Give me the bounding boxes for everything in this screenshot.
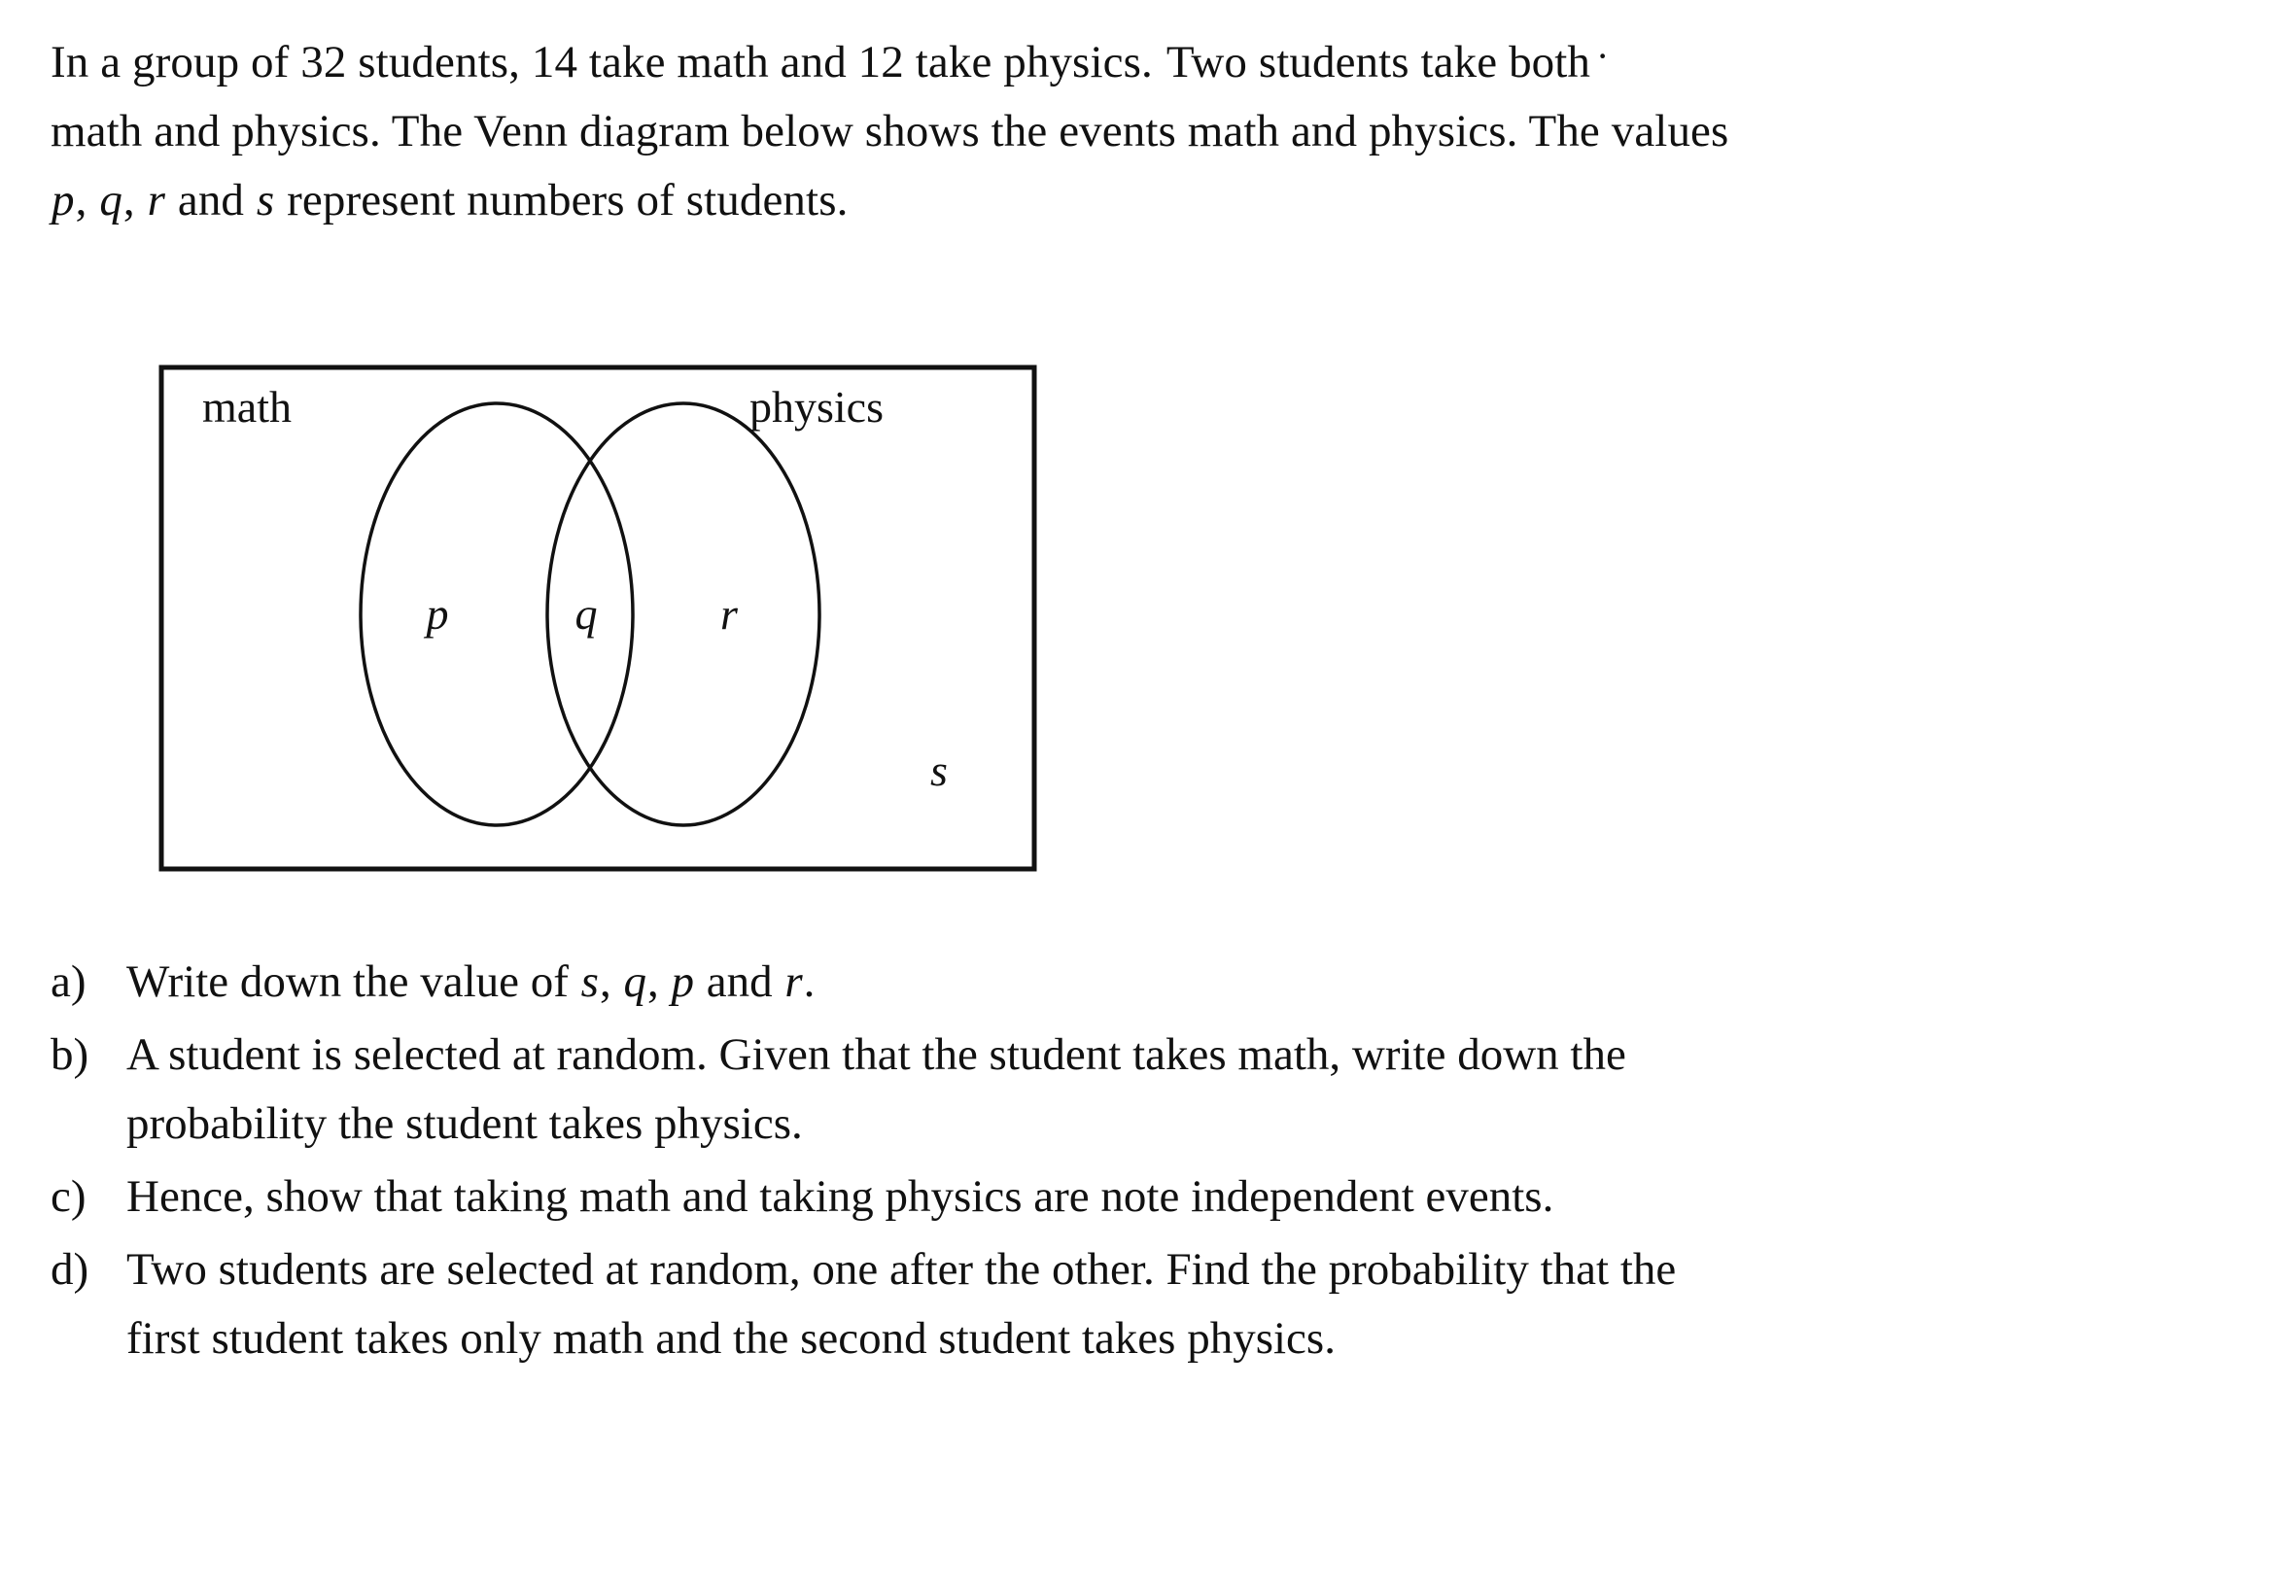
inline-text: and — [694, 956, 784, 1007]
stem-text-intro: In a group of — [51, 37, 301, 87]
question-item-a — [51, 948, 2267, 1017]
inline-variable: q — [623, 956, 646, 1007]
inline-text: Write down the value of — [126, 956, 580, 1007]
universal-set-rectangle — [161, 367, 1034, 869]
stray-mark: · — [1596, 34, 1610, 78]
inline-variable: p — [671, 956, 694, 1007]
question-text — [126, 948, 2267, 1017]
total-students-value: 32 — [300, 37, 347, 87]
physics-students-value: 12 — [857, 37, 904, 87]
inline-text: Hence, show that taking math and taking physics are note independent events. — [126, 1171, 1554, 1222]
venn-label-physics: physics — [749, 382, 884, 432]
venn-region-q: q — [574, 589, 598, 639]
question-text-line — [126, 1235, 2267, 1304]
venn-diagram — [156, 362, 1042, 875]
variable-p: p — [52, 175, 75, 226]
question-marker: d) — [51, 1244, 89, 1295]
inline-text: , — [646, 956, 671, 1007]
stem-line-3 — [51, 166, 2257, 235]
inline-text: Two students are selected at random, one after the other. Find the probability that the — [126, 1244, 1677, 1295]
question-list — [51, 948, 2267, 1377]
question-marker: c) — [51, 1171, 87, 1222]
stem-text-represent: represent numbers of students. — [275, 175, 849, 226]
stem-text-and: and — [166, 175, 256, 226]
question-text-line — [126, 1021, 2267, 1090]
inline-text: A student is selected at random. Given that the student takes math, write down the — [126, 1029, 1626, 1080]
question-text-line — [126, 948, 2267, 1017]
venn-region-p: p — [426, 589, 449, 639]
inline-text: . — [803, 956, 816, 1007]
stem-line-2: math and physics. The Venn diagram below shows the events math and physics. The values — [51, 106, 1729, 156]
question-marker: b) — [51, 1029, 89, 1080]
question-stem — [51, 21, 2257, 235]
inline-variable: r — [784, 956, 803, 1007]
question-text — [126, 1021, 2267, 1159]
venn-region-s: s — [930, 746, 948, 795]
question-text — [126, 1162, 2267, 1232]
inline-text: probability the student takes physics. — [126, 1098, 803, 1149]
venn-label-math: math — [202, 382, 292, 432]
question-text — [126, 1235, 2267, 1373]
question-item-d — [51, 1235, 2267, 1373]
stem-line-1 — [51, 21, 2257, 97]
stem-sep-1: , — [75, 175, 99, 226]
question-text-line — [126, 1304, 2267, 1373]
stem-text-both: Two students take both — [1165, 37, 1591, 87]
stem-text-after-physics: take physics. — [903, 37, 1153, 87]
question-item-b — [51, 1021, 2267, 1159]
variable-r: r — [147, 175, 166, 226]
inline-variable: s — [580, 956, 599, 1007]
question-marker: a) — [51, 956, 87, 1007]
question-item-c — [51, 1162, 2267, 1232]
venn-region-r: r — [720, 589, 738, 639]
stem-text-after-math: take math and — [577, 37, 858, 87]
inline-text: first student takes only math and the second student takes physics. — [126, 1313, 1336, 1364]
question-text-line — [126, 1162, 2267, 1232]
math-students-value: 14 — [531, 37, 578, 87]
stem-sep-2: , — [122, 175, 147, 226]
stem-text-after-total: students, — [346, 37, 532, 87]
inline-text: , — [599, 956, 623, 1007]
question-text-line — [126, 1090, 2267, 1159]
variable-q: q — [99, 175, 122, 226]
venn-diagram-svg — [156, 362, 1042, 875]
variable-s: s — [256, 175, 275, 226]
